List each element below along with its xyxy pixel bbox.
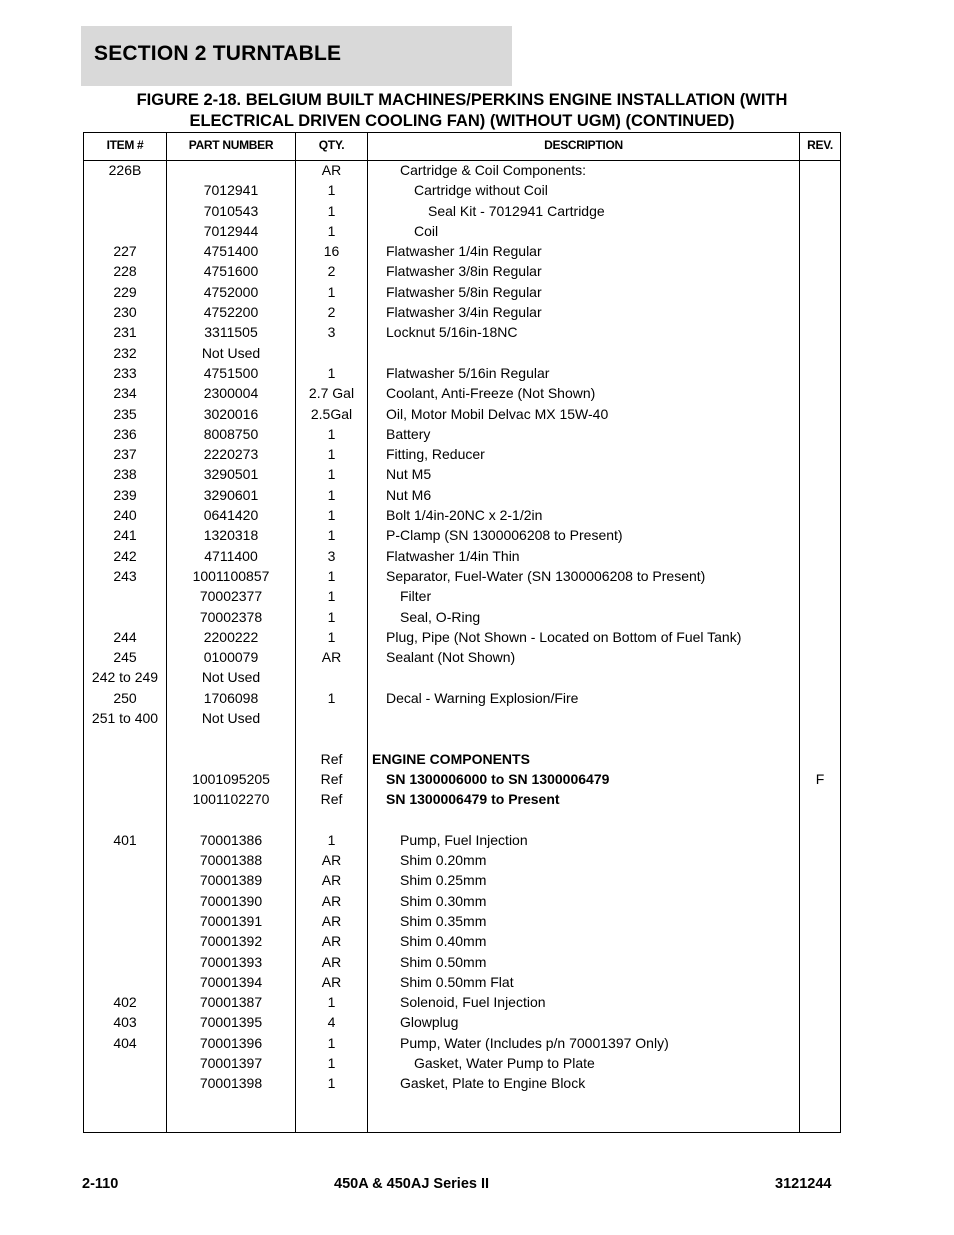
qty-cell: 1 [327, 527, 336, 544]
table-row [84, 485, 840, 505]
part-number-cell: 70001397 [199, 1055, 263, 1072]
description-cell: Fitting, Reducer [386, 446, 485, 463]
part-number-cell: 8008750 [203, 425, 259, 442]
description-cell: Locknut 5/16in-18NC [386, 324, 518, 341]
description-cell: Gasket, Plate to Engine Block [400, 1075, 586, 1092]
table-row [84, 221, 840, 241]
item-cell: 239 [113, 486, 137, 503]
qty-cell: 1 [327, 588, 336, 605]
qty-cell: 2 [327, 304, 336, 321]
section-header [81, 26, 512, 86]
part-number-cell: 2220273 [203, 446, 259, 463]
description-cell: Flatwasher 3/4in Regular [386, 304, 542, 321]
table-row [84, 911, 840, 931]
qty-cell: 1 [327, 1075, 336, 1092]
column-header-part-number: PART NUMBER [188, 138, 274, 152]
part-number-cell: 4711400 [204, 547, 258, 564]
item-cell: 234 [113, 385, 137, 402]
table-row [84, 769, 840, 789]
item-cell: 402 [113, 994, 137, 1011]
footer-doc-number: 3121244 [775, 1176, 832, 1192]
description-cell: Shim 0.40mm [400, 933, 487, 950]
table-row [84, 282, 840, 302]
table-row [84, 241, 840, 261]
part-number-cell: 70001386 [199, 831, 263, 848]
qty-cell: Ref [320, 770, 343, 787]
table-row [84, 1073, 840, 1093]
qty-cell: 4 [327, 1014, 336, 1031]
item-cell: 237 [113, 446, 137, 463]
part-number-cell: 7012941 [203, 182, 259, 199]
qty-cell: AR [321, 953, 342, 970]
qty-cell: 1 [327, 608, 336, 625]
table-row [84, 647, 840, 667]
part-number-cell: 1001100857 [192, 567, 270, 584]
description-cell: Oil, Motor Mobil Delvac MX 15W-40 [386, 405, 609, 422]
item-cell: 241 [113, 527, 137, 544]
part-number-cell: 70002378 [199, 608, 263, 625]
description-cell: Glowplug [400, 1014, 459, 1031]
description-cell: Shim 0.25mm [400, 872, 487, 889]
part-number-cell: 4751400 [203, 243, 259, 260]
description-cell: Shim 0.20mm [400, 852, 487, 869]
qty-cell: Ref [320, 750, 343, 767]
qty-cell: Ref [320, 791, 343, 808]
parts-table [83, 132, 841, 1133]
qty-cell: 1 [327, 466, 336, 483]
table-row [84, 363, 840, 383]
part-number-cell: 70001394 [199, 973, 263, 990]
qty-cell: AR [321, 912, 342, 929]
part-number-cell: 70001390 [199, 892, 263, 909]
description-cell: SN 1300006000 to SN 1300006479 [386, 770, 610, 787]
item-cell: 404 [113, 1034, 137, 1051]
description-cell: Flatwasher 5/16in Regular [386, 364, 550, 381]
item-cell: 235 [113, 405, 137, 422]
table-row [84, 525, 840, 545]
description-cell: ENGINE COMPONENTS [372, 750, 530, 767]
qty-cell: AR [321, 162, 342, 178]
part-number-cell: 3290601 [203, 486, 259, 503]
qty-cell: AR [321, 649, 342, 666]
figure-title [83, 90, 841, 132]
part-number-cell: 70001391 [199, 912, 263, 929]
qty-cell: 1 [327, 364, 336, 381]
table-row [84, 607, 840, 627]
qty-cell: 2 [327, 263, 336, 280]
item-cell: 232 [113, 344, 137, 361]
part-number-cell: 1001102270 [192, 791, 270, 808]
qty-cell: 1 [327, 994, 336, 1011]
part-number-cell: 4752200 [203, 304, 259, 321]
description-cell: Filter [400, 588, 432, 605]
part-number-cell: 0100079 [203, 649, 259, 666]
qty-cell: 1 [327, 446, 336, 463]
qty-cell: 1 [327, 222, 336, 239]
description-cell: SN 1300006479 to Present [386, 791, 560, 808]
table-row [84, 201, 840, 221]
table-row [84, 546, 840, 566]
item-cell: 233 [113, 364, 137, 381]
description-cell: Separator, Fuel-Water (SN 1300006208 to Present) [386, 567, 706, 584]
description-cell: P-Clamp (SN 1300006208 to Present) [386, 527, 623, 544]
part-number-cell: 70001387 [199, 994, 263, 1011]
description-cell: Bolt 1/4in-20NC x 2-1/2in [386, 507, 543, 524]
item-cell: 242 [113, 547, 137, 564]
qty-cell: 1 [327, 425, 336, 442]
item-cell: 251 to 400 [91, 710, 159, 727]
table-row [84, 992, 840, 1012]
part-number-cell: 70001392 [199, 933, 263, 950]
part-number-cell: 7012944 [203, 222, 259, 239]
description-cell: Plug, Pipe (Not Shown - Located on Bottom of Fuel Tank) [386, 628, 742, 645]
table-row [84, 667, 840, 687]
table-row [84, 404, 840, 424]
part-number-cell: 70001393 [199, 953, 263, 970]
description-cell: Shim 0.35mm [400, 912, 487, 929]
table-row [84, 931, 840, 951]
item-cell: 244 [113, 628, 137, 645]
part-number-cell: Not Used [201, 669, 261, 686]
description-cell: Flatwasher 1/4in Regular [386, 243, 542, 260]
table-row [84, 810, 840, 830]
table-row [84, 789, 840, 809]
table-row [84, 850, 840, 870]
part-number-cell: 70001395 [199, 1014, 263, 1031]
item-cell: 230 [113, 304, 137, 321]
item-cell: 240 [113, 507, 137, 524]
table-row [84, 1053, 840, 1073]
table-row [84, 322, 840, 342]
table-row [84, 1012, 840, 1032]
description-cell: Shim 0.50mm [400, 953, 487, 970]
qty-cell: AR [321, 892, 342, 909]
table-row [84, 302, 840, 322]
figure-title-line-2: ELECTRICAL DRIVEN COOLING FAN) (WITHOUT UGM) (CONTINUED) [189, 112, 735, 130]
description-cell: Pump, Fuel Injection [400, 831, 528, 848]
description-cell: Cartridge & Coil Components: [400, 162, 586, 178]
qty-cell: 2.5Gal [310, 405, 353, 422]
part-number-cell: 1706098 [203, 689, 259, 706]
item-cell: 245 [113, 649, 137, 666]
qty-cell: 16 [323, 243, 340, 260]
qty-cell: AR [321, 872, 342, 889]
table-row [84, 566, 840, 586]
qty-cell: 1 [327, 628, 336, 645]
qty-cell: 3 [327, 547, 336, 564]
qty-cell: AR [321, 933, 342, 950]
footer-page-number: 2-110 [82, 1176, 119, 1192]
item-cell: 250 [113, 689, 137, 706]
table-row [84, 952, 840, 972]
description-cell: Nut M5 [386, 466, 432, 483]
section-title: SECTION 2 TURNTABLE [94, 42, 342, 65]
item-cell: 242 to 249 [91, 669, 159, 686]
item-cell: 228 [113, 263, 137, 280]
table-row [84, 180, 840, 200]
column-header-rev: REV. [807, 138, 833, 152]
part-number-cell: 4751600 [203, 263, 259, 280]
table-row [84, 160, 840, 180]
description-cell: Seal, O-Ring [400, 608, 481, 625]
description-cell: Battery [386, 425, 431, 442]
part-number-cell: 0641420 [203, 507, 259, 524]
qty-cell: 1 [327, 1034, 336, 1051]
item-cell: 229 [113, 283, 137, 300]
description-cell: Cartridge without Coil [414, 182, 548, 199]
table-row [84, 1033, 840, 1053]
table-row [84, 444, 840, 464]
part-number-cell: 3290501 [203, 466, 259, 483]
table-row [84, 505, 840, 525]
description-cell: Flatwasher 3/8in Regular [386, 263, 542, 280]
item-cell: 403 [113, 1014, 137, 1031]
footer-model: 450A & 450AJ Series II [334, 1176, 490, 1192]
part-number-cell: 4751500 [203, 364, 259, 381]
table-row [84, 343, 840, 363]
part-number-cell: 70001389 [199, 872, 263, 889]
description-cell: Gasket, Water Pump to Plate [414, 1055, 595, 1072]
description-cell: Solenoid, Fuel Injection [400, 994, 546, 1011]
description-cell: Decal - Warning Explosion/Fire [386, 689, 579, 706]
item-cell: 238 [113, 466, 137, 483]
table-body [84, 160, 840, 1094]
column-header-description: DESCRIPTION [544, 138, 623, 152]
description-cell: Sealant (Not Shown) [386, 649, 516, 666]
description-cell: Coolant, Anti-Freeze (Not Shown) [386, 385, 596, 402]
part-number-cell: 70001388 [199, 852, 263, 869]
description-cell: Shim 0.50mm Flat [400, 973, 514, 990]
column-header-item: ITEM # [106, 138, 144, 152]
part-number-cell: 70002377 [199, 588, 263, 605]
qty-cell: 1 [327, 1055, 336, 1072]
figure-title-line-1: FIGURE 2-18. BELGIUM BUILT MACHINES/PERKINS ENGINE INSTALLATION (WITH [136, 91, 788, 109]
part-number-cell: 4752000 [203, 283, 259, 300]
part-number-cell: 2200222 [203, 628, 259, 645]
description-cell: Pump, Water (Includes p/n 70001397 Only) [400, 1034, 669, 1051]
table-row [84, 830, 840, 850]
column-header-qty: QTY. [318, 138, 345, 152]
qty-cell: 1 [327, 283, 336, 300]
qty-cell: 2.7 Gal [308, 385, 355, 402]
qty-cell: 1 [327, 831, 336, 848]
part-number-cell: Not Used [201, 344, 261, 361]
qty-cell: 1 [327, 507, 336, 524]
table-row [84, 870, 840, 890]
table-row [84, 383, 840, 403]
qty-cell: AR [321, 852, 342, 869]
description-cell: Flatwasher 5/8in Regular [386, 283, 542, 300]
item-cell: 236 [113, 425, 137, 442]
description-cell: Flatwasher 1/4in Thin [386, 547, 520, 564]
table-row [84, 708, 840, 728]
table-row [84, 464, 840, 484]
table-row [84, 749, 840, 769]
rev-cell: F [815, 770, 825, 787]
part-number-cell: 70001398 [199, 1075, 263, 1092]
table-row [84, 891, 840, 911]
description-cell: Seal Kit - 7012941 Cartridge [428, 202, 605, 219]
part-number-cell: Not Used [201, 710, 261, 727]
table-row [84, 728, 840, 748]
part-number-cell: 1320318 [203, 527, 259, 544]
item-cell: 401 [113, 831, 137, 848]
table-row [84, 424, 840, 444]
qty-cell: 1 [327, 182, 336, 199]
part-number-cell: 3311505 [204, 324, 258, 341]
item-cell: 226B [108, 162, 142, 178]
item-cell: 243 [113, 567, 137, 584]
part-number-cell: 2300004 [203, 385, 259, 402]
table-row [84, 261, 840, 281]
item-cell: 231 [113, 324, 137, 341]
description-cell: Coil [414, 222, 439, 239]
qty-cell: 1 [327, 486, 336, 503]
table-row [84, 688, 840, 708]
qty-cell: 3 [327, 324, 336, 341]
qty-cell: 1 [327, 567, 336, 584]
part-number-cell: 3020016 [203, 405, 259, 422]
description-cell: Nut M6 [386, 486, 432, 503]
qty-cell: 1 [327, 689, 336, 706]
table-row [84, 586, 840, 606]
qty-cell: 1 [327, 202, 336, 219]
table-row [84, 627, 840, 647]
part-number-cell: 70001396 [199, 1034, 263, 1051]
part-number-cell: 1001095205 [192, 770, 270, 787]
qty-cell: AR [321, 973, 342, 990]
description-cell: Shim 0.30mm [400, 892, 487, 909]
part-number-cell: 7010543 [203, 202, 259, 219]
item-cell: 227 [113, 243, 137, 260]
table-row [84, 972, 840, 992]
